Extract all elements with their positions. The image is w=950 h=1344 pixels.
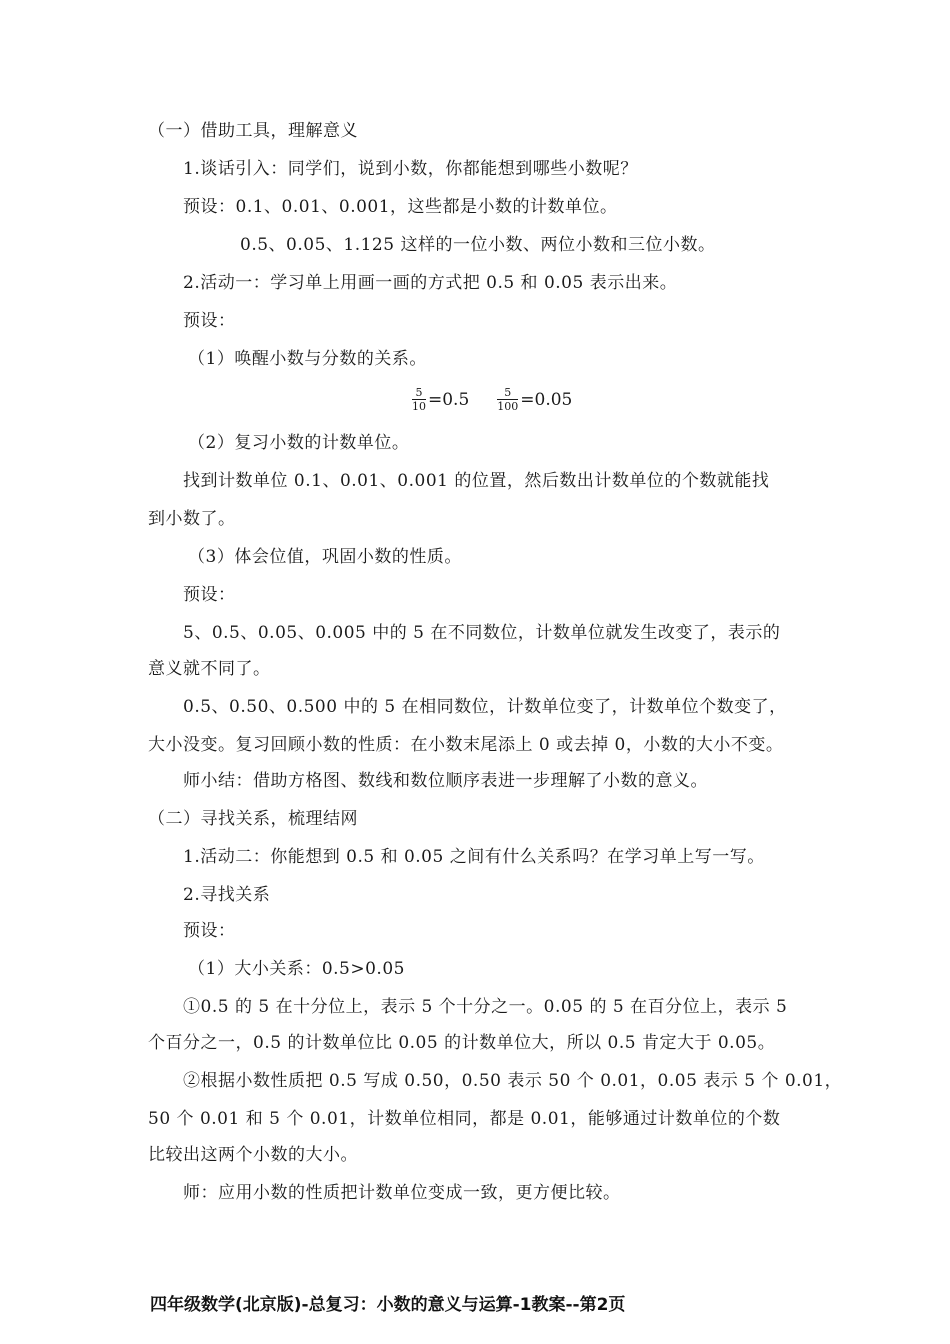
paragraph: 预设： [183, 585, 236, 605]
fraction [412, 386, 426, 413]
paragraph: （2）复习小数的计数单位。 [188, 433, 410, 453]
denominator: 10 [412, 400, 426, 413]
paragraph: 师：应用小数的性质把计数单位变成一致，更方便比较。 [183, 1183, 621, 1203]
paragraph: 找到计数单位 0.1、0.01、0.001 的位置，然后数出计数单位的个数就能找 [183, 471, 770, 491]
paragraph: 意义就不同了。 [148, 659, 271, 679]
paragraph: ①0.5 的 5 在十分位上，表示 5 个十分之一。0.05 的 5 在百分位上，表示 5 [183, 997, 788, 1017]
paragraph: 大小没变。复习回顾小数的性质：在小数末尾添上 0 或去掉 0，小数的大小不变。 [148, 735, 784, 755]
paragraph: 2.活动一：学习单上用画一画的方式把 0.5 和 0.05 表示出来。 [183, 273, 678, 293]
paragraph: 1.活动二：你能想到 0.5 和 0.05 之间有什么关系吗？在学习单上写一写。 [183, 847, 765, 867]
paragraph: 预设：0.1、0.01、0.001，这些都是小数的计数单位。 [183, 197, 618, 217]
paragraph: 5、0.5、0.05、0.005 中的 5 在不同数位，计数单位就发生改变了，表示的 [183, 623, 781, 643]
section-heading-1: （一）借助工具，理解意义 [148, 121, 358, 141]
denominator: 100 [497, 400, 519, 413]
paragraph: 50 个 0.01 和 5 个 0.01，计数单位相同，都是 0.01，能够通过计数单位的个数 [148, 1109, 781, 1129]
fraction-equation-1 [412, 386, 469, 413]
paragraph: ②根据小数性质把 0.5 写成 0.50，0.50 表示 50 个 0.01，0.05 表示 5 个 0.01， [183, 1071, 843, 1091]
paragraph: 0.5、0.05、1.125 这样的一位小数、两位小数和三位小数。 [240, 235, 716, 255]
paragraph: 预设： [183, 921, 236, 941]
section-heading-2: （二）寻找关系，梳理结网 [148, 809, 358, 829]
page-footer: 四年级数学(北京版)-总复习：小数的意义与运算-1教案--第2页 [150, 1295, 626, 1315]
paragraph: （1）唤醒小数与分数的关系。 [188, 349, 427, 369]
paragraph: 到小数了。 [148, 509, 236, 529]
paragraph: 2.寻找关系 [183, 885, 271, 905]
fraction-result: =0.5 [428, 389, 470, 410]
paragraph: 比较出这两个小数的大小。 [148, 1145, 358, 1165]
fraction-result: =0.05 [520, 389, 573, 410]
paragraph: （3）体会位值，巩固小数的性质。 [188, 547, 462, 567]
paragraph: 预设： [183, 311, 236, 331]
numerator: 5 [415, 386, 423, 399]
paragraph: 0.5、0.50、0.500 中的 5 在相同数位，计数单位变了，计数单位个数变了， [183, 697, 787, 717]
paragraph: 个百分之一，0.5 的计数单位比 0.05 的计数单位大，所以 0.5 肯定大于 0.05。 [148, 1033, 776, 1053]
paragraph: （1）大小关系：0.5>0.05 [188, 959, 405, 979]
paragraph: 师小结：借助方格图、数线和数位顺序表进一步理解了小数的意义。 [183, 771, 708, 791]
paragraph: 1.谈话引入：同学们，说到小数，你都能想到哪些小数呢？ [183, 159, 638, 179]
fraction-equation-2 [497, 386, 572, 413]
fraction-equations [412, 386, 572, 413]
fraction [497, 386, 518, 413]
numerator: 5 [504, 386, 512, 399]
